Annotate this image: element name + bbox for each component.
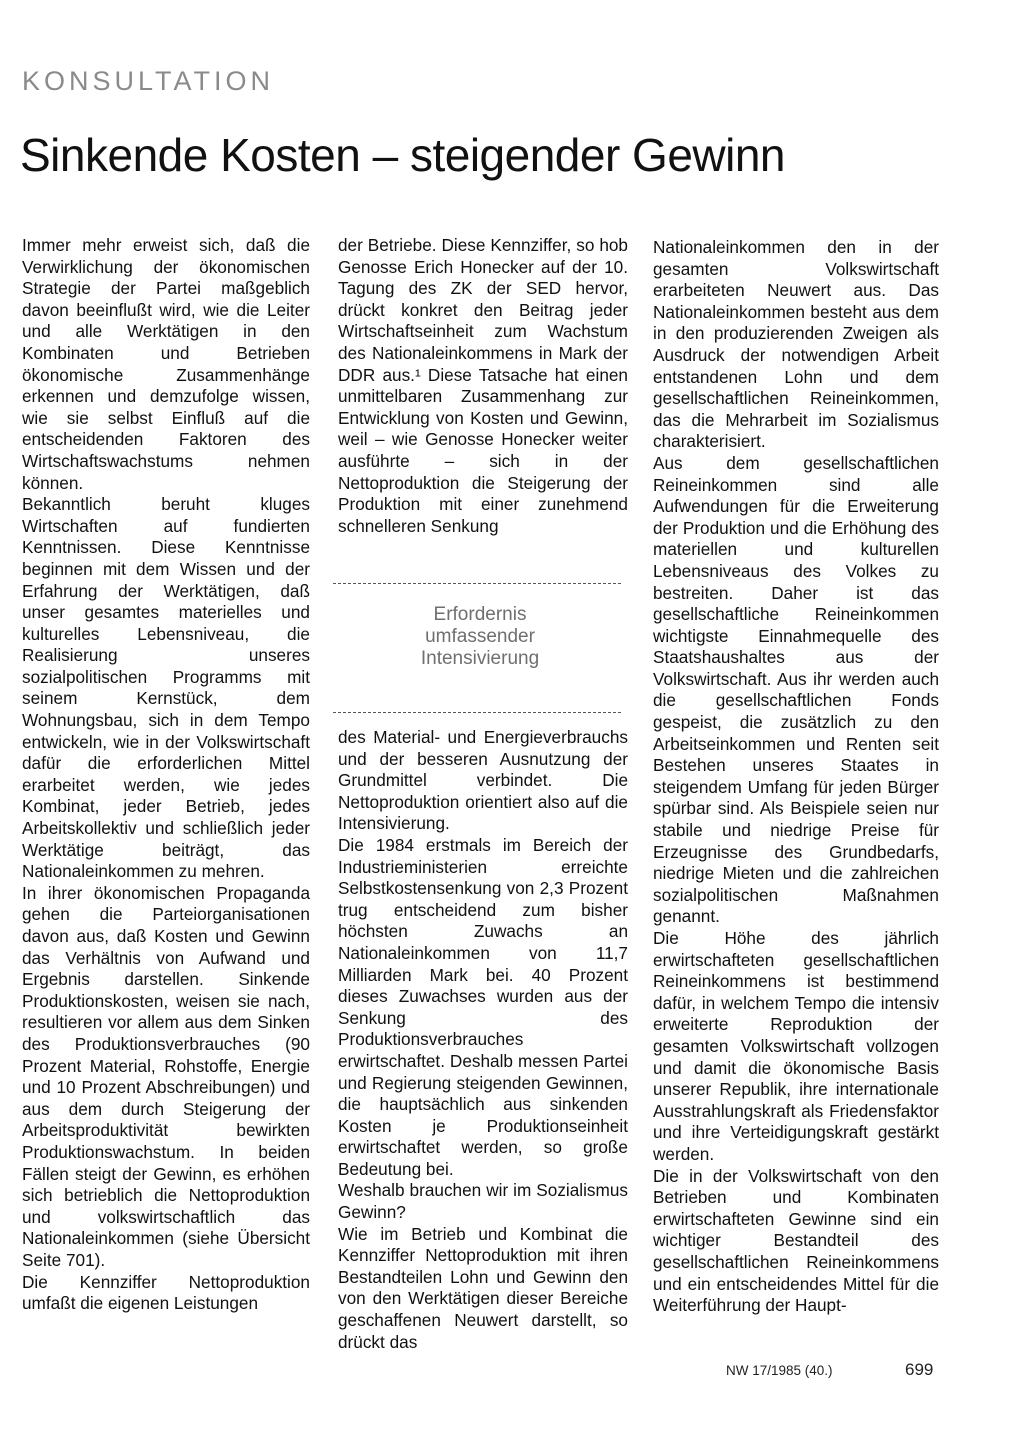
issue-reference: NW 17/1985 (40.) bbox=[726, 1363, 833, 1378]
article-headline: Sinkende Kosten – steigender Gewinn bbox=[20, 129, 786, 181]
pullquote-rule-top bbox=[333, 583, 621, 584]
pullquote-line: Erfordernis bbox=[433, 604, 527, 625]
paragraph: In ihrer ökonomischen Propaganda gehen die Parteiorganisationen davon aus, daß Kosten und Gewinn das Verhältnis von Aufwand und Ergebnis darstellen. Sinkende Produktionskosten, weisen sie nach, resultieren vor allem aus dem Sinken des Produktionsverbrauches (90 Prozent Material, Rohstoffe, Energie und 10 Prozent Abschreibungen) und aus dem durch Steigerung der Arbeitsproduktivität bewirkten Produktionswachstum. In beiden Fällen steigt der Gewinn, es erhöhen sich betrieblich die Nettoproduktion und volkswirtschaftlich das Nationaleinkommen (siehe Übersicht Seite 701). bbox=[22, 882, 310, 1270]
paragraph: Die 1984 erstmals im Bereich der Industrieministerien erreichte Selbstkostensenkung von 2,3 Prozent trug entscheidend zum bisher höchsten Zuwachs an Nationaleinkommen von 11,7 Milliarden Mark bei. 40 Prozent dieses Zuwachses wurden aus der Senkung des Produktionsverbrauches erwirtschaftet. Deshalb messen Partei und Regierung steigenden Gewinnen, die hauptsächlich aus sinkenden Kosten je Produktionseinheit erwirtschaftet werden, so große Bedeutung bei. bbox=[338, 834, 628, 1179]
paragraph: Die Höhe des jährlich erwirtschafteten gesellschaftlichen Reineinkommens ist bestimmend dafür, in welchem Tempo die intensiv erweiterte Reproduktion der gesamten Volkswirtschaft vollzogen und damit die ökonomische Basis unserer Republik, ihre internationale Ausstrahlungskraft als Friedensfaktor und ihre Verteidigungskraft gestärkt werden. bbox=[653, 928, 939, 1164]
article-column-2-bottom bbox=[338, 727, 628, 1353]
paragraph: Die in der Volkswirtschaft von den Betrieben und Kombinaten erwirtschafteten Gewinne sind ein wichtiger Bestandteil des gesellschaftlichen Reineinkommens und ein entscheidendes Mittel für die Weiterführung der Haupt- bbox=[653, 1165, 939, 1316]
paragraph: der Betriebe. Diese Kennziffer, so hob Genosse Erich Honecker auf der 10. Tagung des ZK der SED hervor, drückt konkret den Beitrag jeder Wirtschaftseinheit zum Wachstum des Nationaleinkommens in Mark der DDR aus.¹ Diese Tatsache hat einen unmittelbaren Zusammenhang zur Entwicklung von Kosten und Gewinn, weil – wie Genosse Honecker weiter ausführte – sich in der Nettoproduktion die Steigerung der Produktion mit einer zunehmend schnelleren Senkung bbox=[338, 235, 628, 536]
paragraph: Bekanntlich beruht kluges Wirtschaften auf fundierten Kenntnissen. Diese Kenntnisse beginnen mit dem Wissen und der Erfahrung der Werktätigen, daß unser gesamtes materielles und kulturelles Lebensniveau, die Realisierung unseres sozialpolitischen Programms mit seinem Kernstück, dem Wohnungsbau, sich in dem Tempo entwickeln, wie in der Volkswirtschaft dafür die erforderlichen Mittel erarbeitet werden, wie jedes Kombinat, jeder Betrieb, jedes Arbeitskollektiv und schließlich jeder Werktätige beiträgt, das Nationaleinkommen zu mehren. bbox=[22, 494, 310, 882]
subheading-question: Weshalb brauchen wir im Sozialismus Gewinn? bbox=[338, 1180, 628, 1223]
pullquote-line: umfassender bbox=[425, 626, 535, 647]
paragraph: des Material- und Energieverbrauchs und der besseren Ausnutzung der Grundmittel verbindet. Die Nettoproduktion orientiert also auf die Intensivierung. bbox=[338, 727, 628, 834]
pullquote-line: Intensivierung bbox=[420, 648, 540, 669]
paragraph: Immer mehr erweist sich, daß die Verwirklichung der ökonomischen Strategie der Partei maßgeblich davon beeinflußt wird, wie die Leiter und alle Werktätigen in den Kombinaten und Betrieben ökonomische Zusammenhänge erkennen und demzufolge wissen, wie sie selbst Einfluß auf die entscheidenden Faktoren des Wirtschaftswachstums nehmen können. bbox=[22, 235, 310, 493]
article-column-3 bbox=[653, 237, 939, 1317]
paragraph: Die Kennziffer Nettoproduktion umfaßt die eigenen Leistungen bbox=[22, 1271, 310, 1314]
paragraph: Wie im Betrieb und Kombinat die Kennziffer Nettoproduktion mit ihren Bestandteilen Lohn und Gewinn den von den Werktätigen dieser Bereiche geschaffenen Neuwert darstellt, so drückt das bbox=[338, 1223, 628, 1352]
page-number: 699 bbox=[905, 1360, 934, 1379]
paragraph: Nationaleinkommen den in der gesamten Volkswirtschaft erarbeiteten Neuwert aus. Das Nationaleinkommen besteht aus dem in den produzierenden Zweigen als Ausdruck der notwendigen Arbeit entstandenen Lohn und dem gesellschaftlichen Reineinkommen, das die Mehrarbeit im Sozialismus charakterisiert. bbox=[653, 237, 939, 452]
paragraph: Aus dem gesellschaftlichen Reineinkommen sind alle Aufwendungen für die Erweiterung der Produktion und die Erhöhung des materiellen und kulturellen Lebensniveaus des Volkes zu bestreiten. Daher ist das gesellschaftliche Reineinkommen wichtigste Einnahmequelle des Staatshaushaltes aus der Volkswirtschaft. Aus ihr werden auch die gesellschaftlichen Fonds gespeist, die zusätzlich zu den Arbeitseinkommen und Renten seit Bestehen unseres Staates in steigendem Umfang für jeden Bürger spürbar sind. Als Beispiele seien nur stabile und niedrige Preise für Erzeugnisse des Grundbedarfs, niedrige Mieten und die zahlreichen sozialpolitischen Maßnahmen genannt. bbox=[653, 452, 939, 927]
article-column-1 bbox=[22, 235, 310, 1315]
section-kicker: KONSULTATION bbox=[22, 66, 275, 96]
pullquote-rule-bottom bbox=[333, 712, 621, 713]
pullquote bbox=[338, 604, 622, 670]
article-column-2-top bbox=[338, 235, 628, 537]
